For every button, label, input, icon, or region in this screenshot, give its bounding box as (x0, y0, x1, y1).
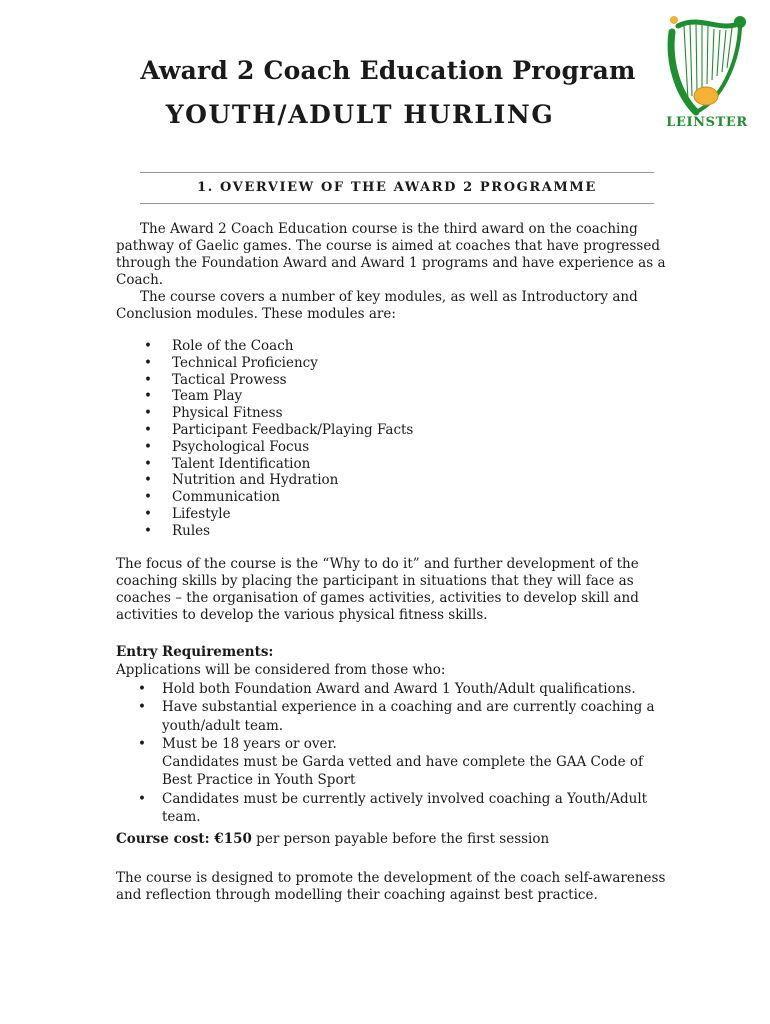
intro-paragraph-1: The Award 2 Coach Education course is the third award on the coaching pathway of Gaelic games. The course is aimed at coaches that have progressed through the Foundation Award and Award 1 programs and have experience as a Coach. (116, 221, 666, 288)
section-heading: 1. OVERVIEW OF THE AWARD 2 PROGRAMME (197, 180, 597, 195)
logo-wordmark: LEINSTER (666, 115, 748, 130)
list-item: • Participant Feedback/Playing Facts (116, 422, 413, 439)
modules-list (116, 338, 413, 540)
list-item: • Have substantial experience in a coaching and are currently coaching a youth/adult team. (116, 698, 656, 735)
list-item: • Role of the Coach (116, 338, 413, 355)
list-item: • Rules (116, 523, 413, 540)
list-item: • Psychological Focus (116, 439, 413, 456)
list-item: • Lifestyle (116, 506, 413, 523)
course-cost (116, 831, 549, 847)
list-item: Candidates must be Garda vetted and have complete the GAA Code of Best Practice in Youth Sport (162, 754, 644, 789)
entry-requirements-heading: Entry Requirements: (116, 644, 274, 660)
list-item: • Physical Fitness (116, 405, 413, 422)
entry-requirements-list (116, 680, 656, 826)
course-cost-label: Course cost: €150 (116, 831, 252, 847)
closing-paragraph: The course is designed to promote the development of the coach self-awareness and reflection through modelling their coaching against best practice. (116, 870, 666, 903)
course-cost-text: per person payable before the first session (251, 831, 550, 847)
list-item: • Nutrition and Hydration (116, 472, 413, 489)
list-item: • Tactical Prowess (116, 372, 413, 389)
list-item: • Communication (116, 489, 413, 506)
entry-requirements-intro: Applications will be considered from those who: (116, 662, 446, 678)
document-subtitle: YOUTH/ADULT HURLING (165, 100, 555, 129)
focus-paragraph: The focus of the course is the “Why to do it” and further development of the coaching skills by placing the participant in situations that they will face as coaches – the organisation of games activities, activities to develop skill and activities to develop the various physical fitness skills. (116, 556, 639, 623)
list-item: • Hold both Foundation Award and Award 1 Youth/Adult qualifications. (116, 680, 656, 698)
intro-paragraph-2: The course covers a number of key modules, as well as Introductory and Conclusion modules. These modules are: (116, 289, 638, 322)
leinster-harp-logo (660, 12, 758, 132)
list-item: • Technical Proficiency (116, 355, 413, 372)
top-rule (140, 172, 654, 173)
list-item: • Talent Identification (116, 456, 413, 473)
list-item: • Must be 18 years or over. (116, 735, 656, 753)
list-item: • Team Play (116, 388, 413, 405)
list-item: • Candidates must be currently actively involved coaching a Youth/Adult team. (116, 790, 656, 827)
document-title: Award 2 Coach Education Program (140, 56, 636, 85)
bottom-rule (140, 203, 654, 204)
